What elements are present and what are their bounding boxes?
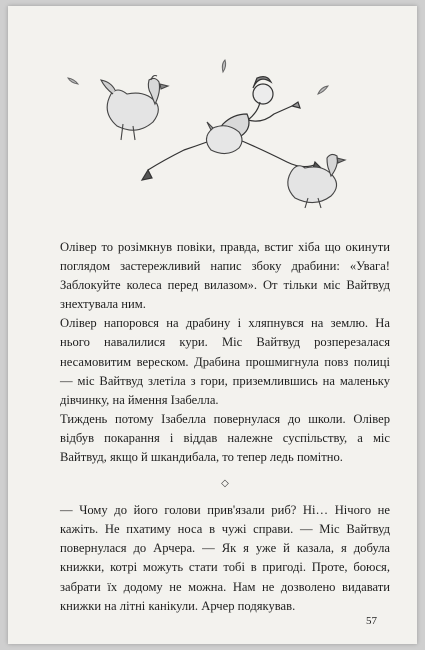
chicken-left bbox=[101, 76, 168, 141]
section-divider: ◇ bbox=[221, 478, 229, 490]
paragraph-3: Тиждень потому Ізабелла повернулася до школи. Олівер відбув покарання і віддав належне суспільству, а міс Вайтвуд, якщо й шкандибала, то тепер ледь помітно. bbox=[60, 411, 390, 465]
paragraph-2: Олівер напоровся на драбину і хляпнувся на землю. На нього навалилися кури. Міс Вайтвуд розперезалася несамовитим вереском. Драбина прошмигнула повз полиці — міс Вайтвуд злетіла з гори, приземлившись на маленьку дівчинку, на ймення Ізабелла. bbox=[60, 316, 390, 407]
page-number: 57 bbox=[366, 615, 377, 627]
book-page bbox=[8, 6, 417, 644]
paragraph-4: — Чому до його голови прив'язали риб? Ні… Нічого не кажіть. Не пхатиму носа в чужі справи. — Міс Вайтвуд повернулася до Арчера. — Як я уже й казала, я добула книжки, котрі можуть стати тобі в пригоді. Проте, боюся, забрати їх додому не можна. Нам не дозволено видавати книжки на літні канікули. Арчер подякував. bbox=[60, 503, 390, 613]
chicken-right bbox=[288, 154, 345, 208]
paragraph-1: Олівер то розімкнув повіки, правда, встиг хіба що окинути поглядом застережливий напис збоку драбини: «Увага! Заблокуйте колеса перед вилазом». От тільки міс Вайтвуд знехтувала ним. bbox=[60, 240, 390, 312]
body-text bbox=[60, 238, 390, 616]
illustration-boy-running-with-chickens bbox=[63, 54, 363, 214]
